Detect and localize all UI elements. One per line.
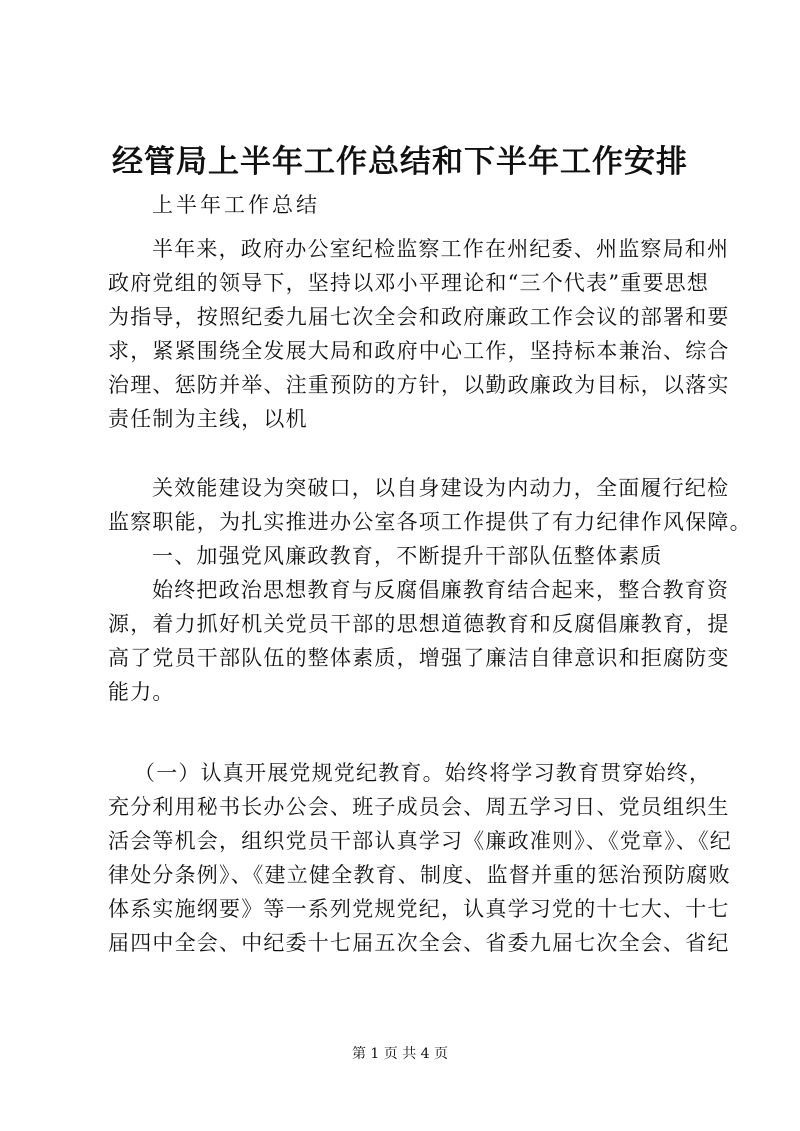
section-heading-1: 一、加强党风廉政教育，不断提升干部队伍整体素质 <box>152 544 663 568</box>
text-line: 政府党组的领导下，坚持以邓小平理论和“三个代表”重要思想 <box>108 271 710 295</box>
text-line: 监察职能，为扎实推进办公室各项工作提供了有力纪律作风保障。 <box>108 510 752 534</box>
paragraph-block-3 <box>108 756 732 960</box>
paragraph-block-1 <box>108 232 730 436</box>
text-line: 为指导，按照纪委九届七次全会和政府廉政工作会议的部署和要 <box>108 305 730 329</box>
text-line: 半年来，政府办公室纪检监察工作在州纪委、州监察局和州 <box>152 237 730 261</box>
text-line: 源，着力抓好机关党员干部的思想道德教育和反腐倡廉教育，提 <box>108 612 730 636</box>
text-line: 始终把政治思想教育与反腐倡廉教育结合起来，整合教育资 <box>152 578 730 602</box>
text-line: 活会等机会，组织党员干部认真学习《廉政准则》、《党章》、《纪 <box>108 829 732 853</box>
text-line: 高了党员干部队伍的整体素质，增强了廉洁自律意识和拒腐防变 <box>108 646 730 670</box>
text-line: 责任制为主线，以机 <box>108 407 308 431</box>
text-line: 届四中全会、中纪委十七届五次全会、省委九届七次全会、省纪 <box>108 931 730 955</box>
text-line: 充分利用秘书长办公会、班子成员会、周五学习日、党员组织生 <box>108 795 730 819</box>
text-line: 体系实施纲要》等一系列党规党纪，认真学习党的十七大、十七 <box>108 897 730 921</box>
text-line: 关效能建设为突破口，以自身建设为内动力，全面履行纪检 <box>152 476 730 500</box>
section-heading: 上半年工作总结 <box>152 193 320 217</box>
text-line: 律处分条例》、《建立健全教育、制度、监督并重的惩治预防腐败 <box>108 863 731 887</box>
paragraph-block-2 <box>108 471 752 709</box>
text-line: （一）认真开展党规党纪教育。始终将学习教育贯穿始终， <box>134 761 712 785</box>
text-line: 治理、惩防并举、注重预防的方针，以勤政廉政为目标，以落实 <box>108 373 730 397</box>
page-footer: 第 1 页 共 4 页 <box>351 1046 449 1062</box>
document-title: 经管局上半年工作总结和下半年工作安排 <box>112 144 688 180</box>
text-line: 能力。 <box>108 680 175 704</box>
text-line: 求，紧紧围绕全发展大局和政府中心工作，坚持标本兼治、综合 <box>108 339 730 363</box>
